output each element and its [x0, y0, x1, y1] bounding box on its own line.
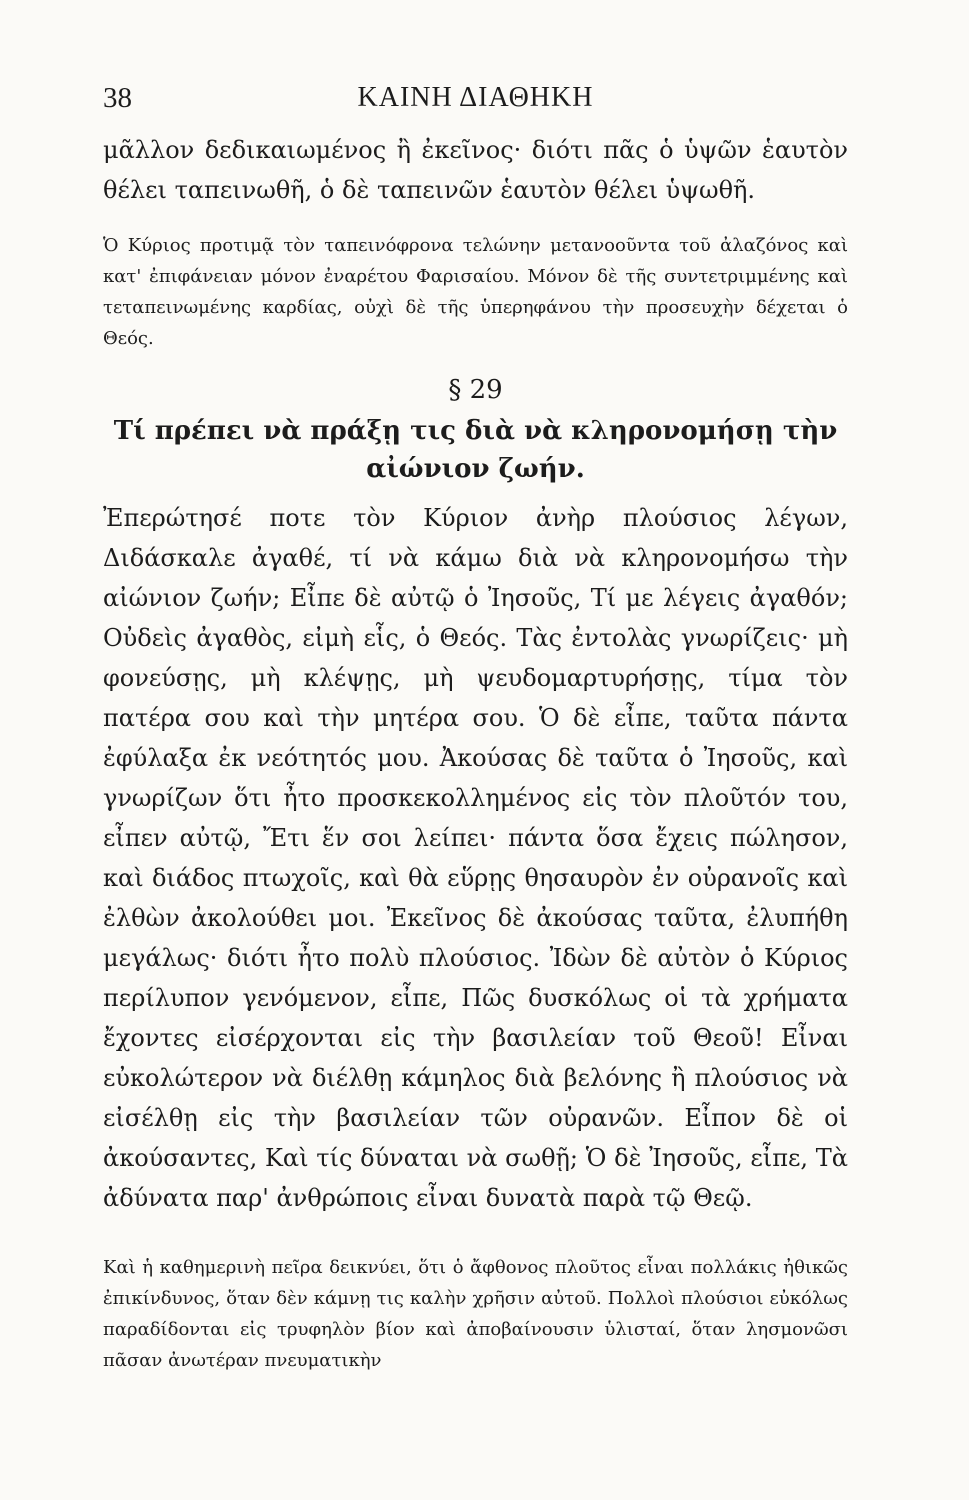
paragraph-continuation: μᾶλλον δεδικαιωμένος ἢ ἐκεῖνος· διότι πᾶς ὁ ὑψῶν ἑαυτὸν θέλει ταπεινωθῆ, ὁ δὲ ταπεινῶν ἑαυτὸν θέλει ὑψωθῆ.	[103, 136, 848, 204]
section-heading: Τί πρέπει νὰ πράξῃ τις διὰ νὰ κληρονομήσῃ τὴν αἰώνιον ζωήν.	[113, 416, 838, 484]
gospel-paragraph: Ἐπερώτησέ ποτε τὸν Κύριον ἀνὴρ πλούσιος λέγων, Διδάσκαλε ἀγαθέ, τί νὰ κάμω διὰ νὰ κληρονομήσω τὴν αἰώνιον ζωήν; Εἶπε δὲ αὐτῷ ὁ Ἰησοῦς, Τί με λέγεις ἀγαθόν; Οὐδεὶς ἀγαθὸς, εἰμὴ εἷς, ὁ Θεός. Τὰς ἐντολὰς γνωρίζεις· μὴ φονεύσῃς, μὴ κλέψῃς, μὴ ψευδομαρτυρήσῃς, τίμα τὸν πατέρα σου καὶ τὴν μητέρα σου. Ὁ δὲ εἶπε, ταῦτα πάντα ἐφύλαξα ἐκ νεότητός μου. Ἀκούσας δὲ ταῦτα ὁ Ἰησοῦς, καὶ γνωρίζων ὅτι ἦτο προσκεκολλημένος εἰς τὸν πλοῦτόν του, εἶπεν αὐτῷ, Ἔτι ἕν σοι λείπει· πάντα ὅσα ἔχεις πώλησον, καὶ διάδος πτωχοῖς, καὶ θὰ εὕρῃς θησαυρὸν ἐν οὐρανοῖς καὶ ἐλθὼν ἀκολούθει μοι. Ἐκεῖνος δὲ ἀκούσας ταῦτα, ἐλυπήθη μεγάλως· διότι ἦτο πολὺ πλούσιος. Ἰδὼν δὲ αὐτὸν ὁ Κύριος περίλυπον γενόμενον, εἶπε, Πῶς δυσκόλως οἱ τὰ χρήματα ἔχοντες εἰσέρχονται εἰς τὴν βασιλείαν τοῦ Θεοῦ! Εἶναι εὐκολώτερον νὰ διέλθῃ κάμηλος διὰ βελόνης ἢ πλούσιος νὰ εἰσέλθῃ εἰς τὴν βασιλείαν τῶν οὐρανῶν. Εἶπον δὲ οἱ ἀκούσαντες, Καὶ τίς δύναται νὰ σωθῇ; Ὁ δὲ Ἰησοῦς, εἶπε, Τὰ ἀδύνατα παρ' ἀνθρώποις εἶναι δυνατὰ παρὰ τῷ Θεῷ.	[103, 504, 848, 1212]
commentary-paragraph-2: Καὶ ἡ καθημερινὴ πεῖρα δεικνύει, ὅτι ὁ ἄφθονος πλοῦτος εἶναι πολλάκις ἠθικῶς ἐπικίνδυνος, ὅταν δὲν κάμνῃ τις καλὴν χρῆσιν αὐτοῦ. Πολλοὶ πλούσιοι εὐκόλως παραδίδονται εἰς τρυφηλὸν βίον καὶ ἀποβαίνουσιν ὑλισταί, ὅταν λησμονῶσι πᾶσαν ἀνωτέραν πνευματικὴν	[103, 1257, 848, 1371]
running-head	[103, 78, 848, 130]
commentary-paragraph: Ὁ Κύριος προτιμᾷ τὸν ταπεινόφρονα τελώνην μετανοοῦντα τοῦ ἀλαζόνος καὶ κατ' ἐπιφάνειαν μόνον ἐναρέτου Φαρισαίου. Μόνον δὲ τῆς συντετριμμένης καὶ τεταπεινωμένης καρδίας, οὐχὶ δὲ τῆς ὑπερηφάνου τὴν προσευχὴν δέχεται ὁ Θεός.	[103, 235, 848, 349]
running-title: ΚΑΙΝΗ ΔΙΑΘΗΚΗ	[357, 82, 594, 113]
section-number: § 29	[448, 375, 503, 405]
page-number: 38	[103, 82, 132, 114]
book-page	[103, 78, 848, 1376]
